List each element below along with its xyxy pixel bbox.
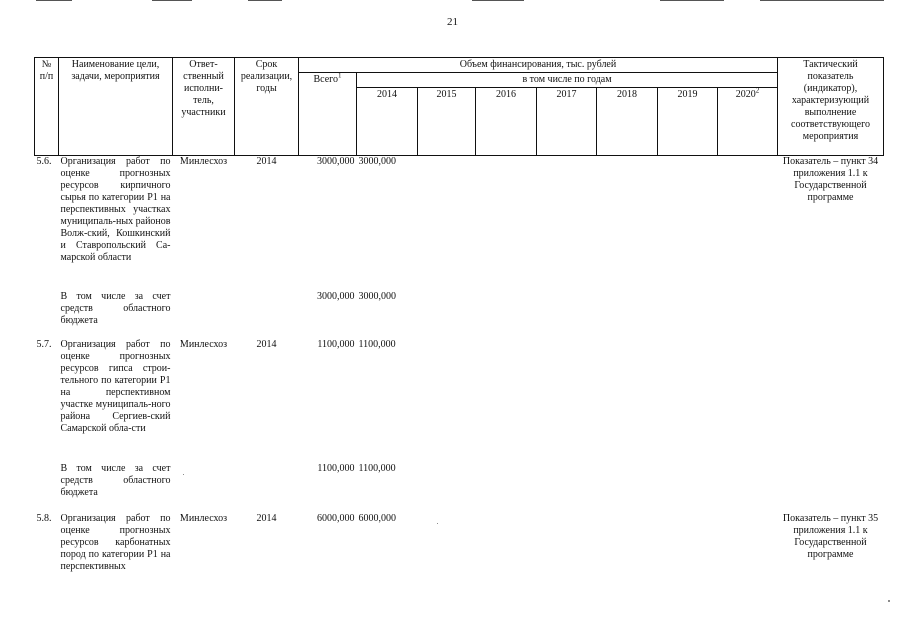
row-executor: Минлесхоз (179, 338, 228, 350)
table-row (35, 291, 884, 339)
row-num (35, 291, 59, 339)
row-total: 1100,000 (317, 338, 355, 350)
row-total: 1100,000 (317, 462, 355, 474)
col-header-indicator: Тактический показатель (индикатор), характеризующий выполнение соответствующего мероприятия (778, 58, 884, 156)
row-indicator: Показатель – пункт 34 приложения 1.1 к Государственной программе (782, 156, 879, 203)
col-header-year: 2019 (658, 88, 718, 156)
scan-artifact (36, 0, 72, 1)
row-name: Организация работ по оценке прогнозных ресурсов карбонатных пород по категории Р1 на перспективных (60, 512, 171, 572)
row-num: 5.7. (36, 338, 52, 350)
scan-speck (888, 600, 890, 602)
row-2014: 1100,000 (358, 462, 396, 474)
row-term (235, 463, 299, 513)
col-header-total (299, 73, 357, 156)
row-indicator (778, 291, 884, 339)
table-row (35, 339, 884, 463)
year-footnote-mark: 2 (755, 86, 760, 95)
financing-table (34, 57, 884, 577)
row-term: 2014 (256, 338, 277, 350)
page-number: 21 (447, 16, 458, 28)
row-executor (173, 463, 235, 513)
col-header-year: 2015 (418, 88, 476, 156)
row-2014: 6000,000 (358, 512, 396, 524)
table-row (35, 513, 884, 577)
row-name: В том числе за счет средств областного бюджета (60, 462, 171, 498)
col-header-year: 2014 (357, 88, 418, 156)
col-header-year: 2018 (597, 88, 658, 156)
total-label: Всего (313, 74, 339, 85)
row-executor: Минлесхоз (179, 156, 228, 167)
scan-artifact (472, 0, 524, 1)
row-indicator (778, 339, 884, 463)
table-row (35, 156, 884, 291)
col-header-year: 2017 (537, 88, 597, 156)
table-row (35, 463, 884, 513)
scan-artifact (248, 0, 282, 1)
row-total: 3000,000 (317, 290, 355, 302)
row-num (35, 463, 59, 513)
row-indicator (778, 463, 884, 513)
row-name: Организация работ по оценке прогнозных ресурсов гипса строи-тельного по категории Р1 на перспективном участке муниципаль-ного района Сергиев-ский Самарской обла-сти (60, 338, 171, 434)
col-header-num: № п/п (35, 58, 59, 156)
scan-artifact (660, 0, 724, 1)
scan-artifact (760, 0, 884, 1)
row-name: Организация работ по оценке прогнозных ресурсов кирпичного сырья по категории Р1 на перспективных участках муниципаль-ных районов Волж-ский, Кошкинский и Ставропольский Са-марской области (60, 156, 171, 263)
row-name: В том числе за счет средств областного бюджета (60, 290, 171, 326)
row-2014: 3000,000 (358, 156, 396, 167)
col-header-financing: Объем финансирования, тыс. рублей (299, 58, 778, 73)
row-2014: 3000,000 (358, 290, 396, 302)
row-total: 6000,000 (317, 512, 355, 524)
row-term: 2014 (256, 512, 277, 524)
row-term (235, 291, 299, 339)
total-footnote-mark: 1 (338, 71, 342, 80)
row-num: 5.8. (36, 512, 52, 524)
col-header-name: Наименование цели, задачи, мероприятия (59, 58, 173, 156)
col-header-term: Срок реализации, годы (235, 58, 299, 156)
row-executor: Минлесхоз (179, 512, 228, 524)
col-header-executor: Ответ-ственный исполни-тель, участники (173, 58, 235, 156)
scan-artifact (152, 0, 192, 1)
col-header-year (718, 88, 778, 156)
row-term: 2014 (256, 156, 277, 167)
row-indicator: Показатель – пункт 35 приложения 1.1 к Государственной программе (782, 512, 879, 560)
row-num: 5.6. (36, 156, 52, 167)
col-header-by-years: в том числе по годам (357, 73, 778, 88)
row-total: 3000,000 (317, 156, 355, 167)
year-label: 2020 (735, 89, 756, 100)
row-executor (173, 291, 235, 339)
col-header-year: 2016 (476, 88, 537, 156)
row-2014: 1100,000 (358, 338, 396, 350)
